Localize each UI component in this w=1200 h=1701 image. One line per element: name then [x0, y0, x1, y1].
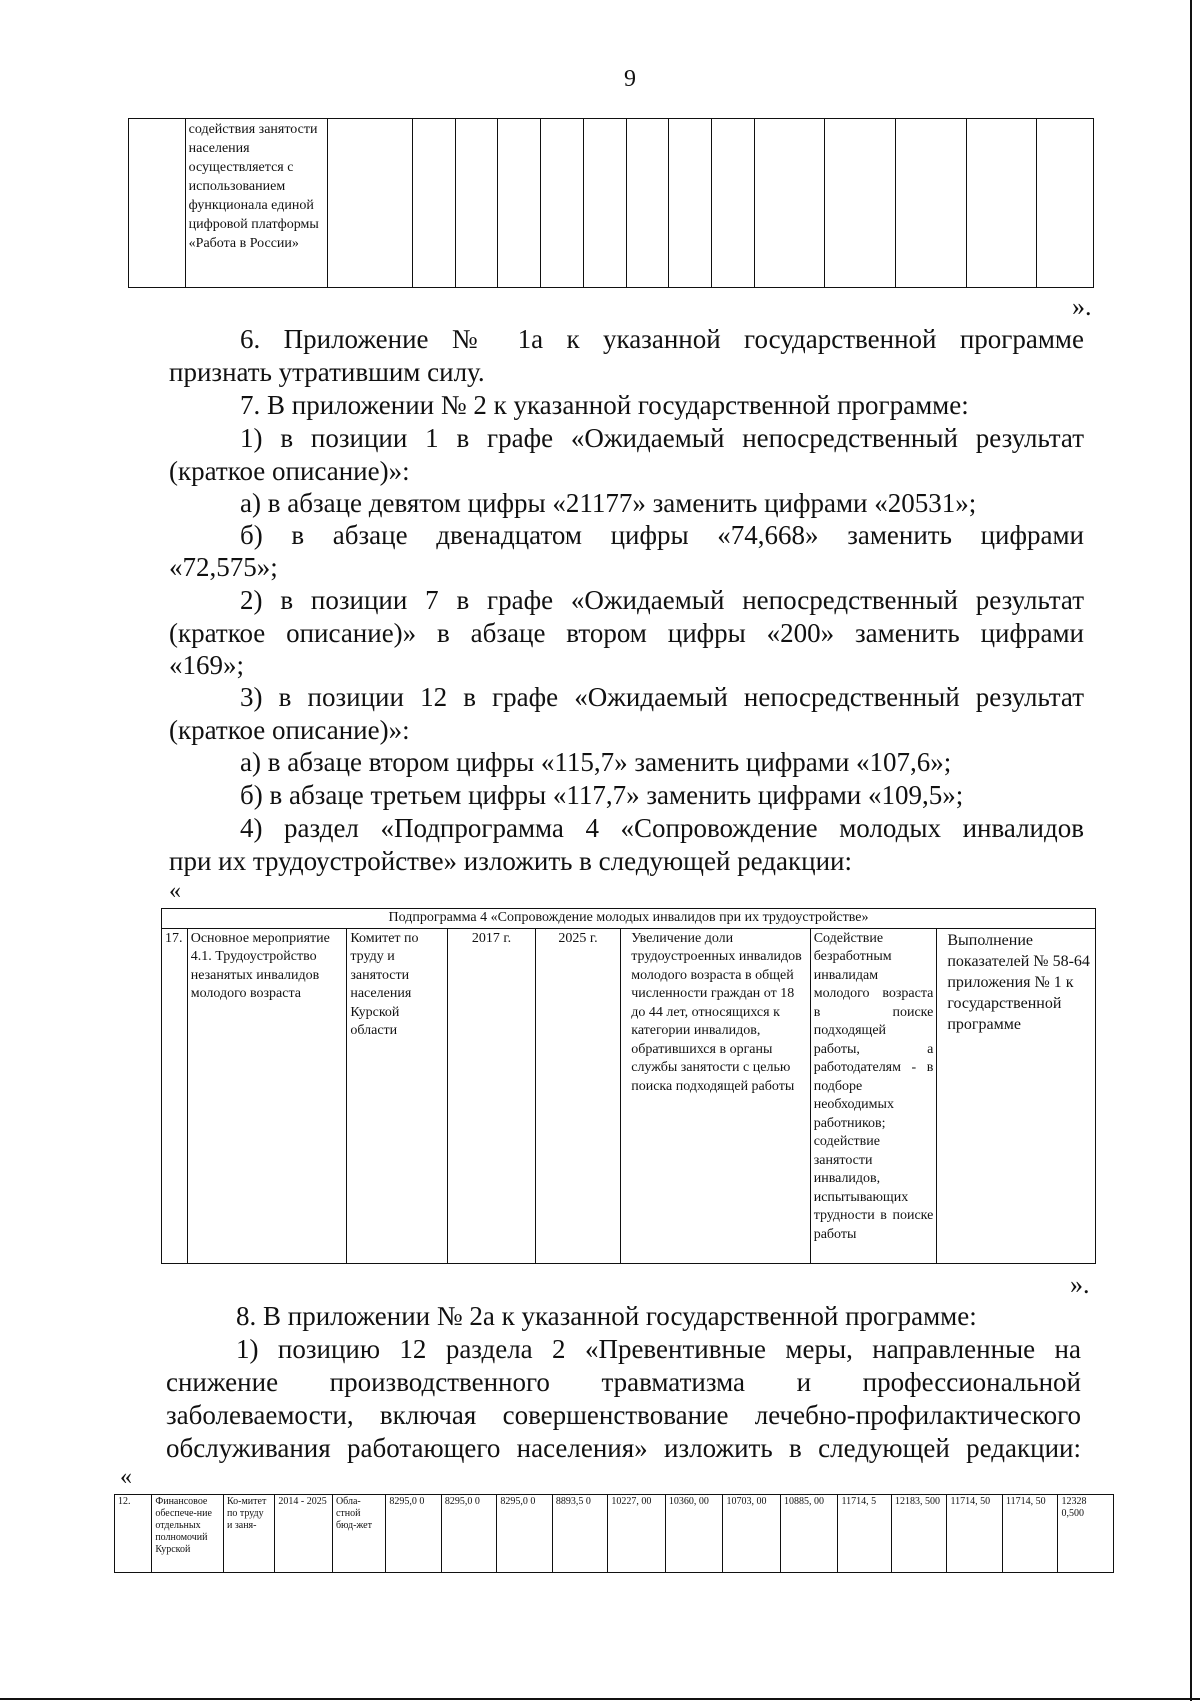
table-cell-link: Выполнение показателей № 58-64 приложения № 1 к государственной программе [937, 928, 1096, 1263]
table-cell-value: 8295,0 0 [497, 1495, 553, 1573]
paragraph-7-2-line2: (краткое описание)» в абзаце втором цифры «200» заменить цифрами [169, 618, 1084, 648]
table-cell-num: 12. [115, 1495, 152, 1573]
table-cell [129, 119, 186, 288]
table-cell-period: 2014 - 2025 [275, 1495, 333, 1573]
table-cell [498, 119, 541, 288]
table-cell-end: 2025 г. [535, 928, 620, 1263]
table-cell-value: 11714, 5 [838, 1495, 891, 1573]
table-cell [896, 119, 967, 288]
table-cell-value: 8295,0 0 [386, 1495, 442, 1573]
table-subprogram-4 [161, 908, 1096, 1264]
paragraph-6-line2: признать утратившим силу. [169, 357, 485, 387]
paragraph-8-1-line1: 1) позицию 12 раздела 2 «Превентивные меры, направленные на [236, 1334, 1081, 1364]
table-cell-result: Увеличение доли трудоустроенных инвалидов молодого возраста в общей численности граждан от 18 до 44 лет, относящихся к категории инвалидов, обратившихся в органы службы занятости с целью поиска подходящей работы [621, 928, 810, 1263]
table-cell-content: Содействие безработным инвалидам молодого возраста в поиске подходящей работы, а работодателям - в подборе необходимых работников; содействие занятости инвалидов, испытывающих трудности в поиске работы [810, 928, 937, 1263]
table-cell [412, 119, 455, 288]
table-cell-executor: Ко-митет по труду и заня- [223, 1495, 274, 1573]
table-cell-value: 8893,5 0 [552, 1495, 608, 1573]
table-cell [754, 119, 825, 288]
table-cell-start: 2017 г. [448, 928, 536, 1263]
table-cell-source: Обла-стной бюд-жет [332, 1495, 385, 1573]
table-cell [328, 119, 412, 288]
paragraph-8-1-line2: снижение производственного травматизма и профессиональной [166, 1367, 1081, 1397]
table-cell-value: 12328 0,500 [1058, 1495, 1114, 1573]
table-cell [712, 119, 755, 288]
paragraph-7-3a: а) в абзаце втором цифры «115,7» заменить цифрами «107,6»; [240, 747, 952, 777]
paragraph-8: 8. В приложении № 2а к указанной государственной программе: [236, 1301, 977, 1331]
table-cell [626, 119, 669, 288]
paragraph-7-2-line1: 2) в позиции 7 в графе «Ожидаемый непосредственный результат [240, 585, 1084, 615]
close-quote: ». [1070, 1270, 1090, 1299]
close-quote: ». [1072, 292, 1092, 321]
paragraph-7-1a: а) в абзаце девятом цифры «21177» заменить цифрами «20531»; [240, 488, 977, 518]
paragraph-7-4-line1: 4) раздел «Подпрограмма 4 «Сопровождение молодых инвалидов [240, 813, 1084, 843]
paragraph-7-3-line1: 3) в позиции 12 в графе «Ожидаемый непосредственный результат [240, 682, 1084, 712]
table-cell-value: 10885, 00 [780, 1495, 838, 1573]
paragraph-7-2-line3: «169»; [169, 650, 245, 680]
table-cell-activity: Основное мероприятие 4.1. Трудоустройство незанятых инвалидов молодого возраста [187, 928, 347, 1263]
table-cell-value: 11714, 50 [1002, 1495, 1058, 1573]
table-top-fragment [128, 118, 1094, 288]
scan-edge-right [1190, 0, 1192, 1701]
table-cell-name: Финансовое обеспече-ние отдельных полномочий Курской [152, 1495, 224, 1573]
paragraph-7-3b: б) в абзаце третьем цифры «117,7» заменить цифрами «109,5»; [240, 780, 964, 810]
table-header: Подпрограмма 4 «Сопровождение молодых инвалидов при их трудоустройстве» [162, 909, 1096, 929]
paragraph-7-1b-line2: «72,575»; [169, 552, 278, 582]
paragraph-7-3-line2: (краткое описание)»: [169, 715, 410, 745]
table-cell [541, 119, 584, 288]
paragraph-7: 7. В приложении № 2 к указанной государственной программе: [240, 390, 969, 420]
table-cell-value: 10703, 00 [723, 1495, 781, 1573]
table-cell-value: 10360, 00 [665, 1495, 723, 1573]
table-cell [669, 119, 712, 288]
table-bottom-fragment [114, 1494, 1114, 1573]
open-quote: « [169, 878, 181, 904]
table-cell [1037, 119, 1094, 288]
paragraph-7-4-line2: при их трудоустройстве» изложить в следующей редакции: [169, 846, 852, 876]
table-cell-value: 8295,0 0 [441, 1495, 497, 1573]
paragraph-7-1-line1: 1) в позиции 1 в графе «Ожидаемый непосредственный результат [240, 423, 1084, 453]
table-cell [825, 119, 896, 288]
paragraph-8-1-line4: обслуживания работающего населения» изложить в следующей редакции: [166, 1433, 1081, 1463]
table-cell-value: 12183, 500 [891, 1495, 947, 1573]
open-quote: « [120, 1464, 132, 1490]
paragraph-8-1-line3: заболеваемости, включая совершенствование лечебно-профилактического [166, 1400, 1081, 1430]
table-cell-value: 11714, 50 [947, 1495, 1003, 1573]
table-cell [966, 119, 1037, 288]
table-cell-text: содействия занятости населения осуществляется с использованием функционала единой цифровой платформы «Работа в России» [185, 119, 328, 288]
paragraph-6-line1: 6. Приложение № 1а к указанной государственной программе [240, 324, 1084, 354]
table-cell [583, 119, 626, 288]
table-cell-value: 10227, 00 [608, 1495, 666, 1573]
table-cell [455, 119, 498, 288]
paragraph-7-1b-line1: б) в абзаце двенадцатом цифры «74,668» заменить цифрами [240, 520, 1084, 550]
page-number: 9 [624, 66, 636, 92]
scan-edge-bottom [0, 1698, 1200, 1700]
paragraph-7-1-line2: (краткое описание)»: [169, 456, 410, 486]
table-cell-executor: Комитет по труду и занятости населения Курской области [347, 928, 448, 1263]
table-cell-num: 17. [162, 928, 188, 1263]
